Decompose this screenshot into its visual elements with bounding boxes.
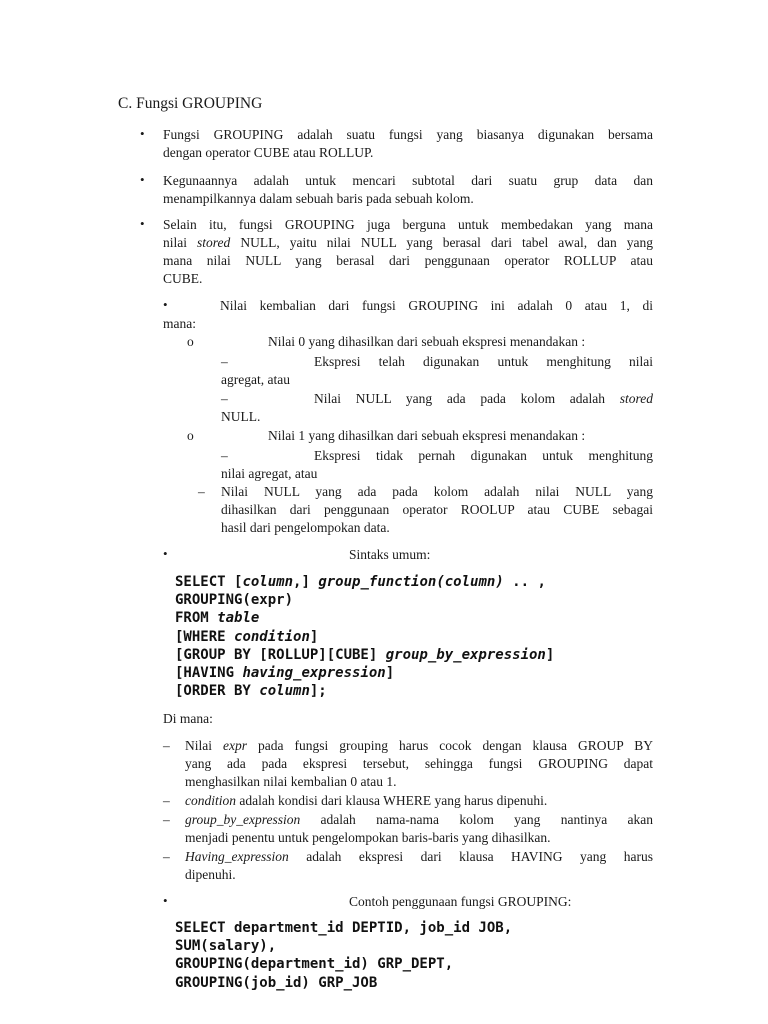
bullet-2-line-2: menampilkannya dalam sebuah baris pada sebuah kolom. [163,191,474,206]
syntax-line-4: [WHERE condition] [175,628,319,645]
example-line-4: GROUPING(job_id) GRP_JOB [175,974,378,991]
bullet-marker: • [140,126,145,141]
note-3-line-2: menjadi penentu untuk pengelompokan baris-baris yang dihasilkan. [185,830,551,845]
dash-marker: – [163,738,170,753]
zero-item-1-line-2: agregat, atau [221,372,290,387]
zero-item-2-line-1: Nilai NULL yang ada pada kolom adalah stored [314,391,653,406]
di-mana-label: Di mana: [163,711,213,726]
one-item-2-line-1: Nilai NULL yang ada pada kolom adalah nilai NULL yang [221,484,653,499]
bullet-3-line-2: nilai stored NULL, yaitu nilai NULL yang berasal dari tabel awal, dan yang [163,235,653,250]
note-4-line-1: Having_expression adalah ekspresi dari klausa HAVING yang harus [185,849,653,864]
value-one-text: Nilai 1 yang dihasilkan dari sebuah ekspresi menandakan : [268,428,586,443]
sub-marker: o [187,334,194,349]
section-heading: C. Fungsi GROUPING [118,95,263,112]
bullet-3-line-3: mana nilai NULL yang berasal dari penggunaan operator ROLLUP atau [163,253,653,268]
bullet-marker: • [163,546,168,561]
zero-item-2-line-2: NULL. [221,409,261,424]
value-zero-text: Nilai 0 yang dihasilkan dari sebuah ekspresi menandakan : [268,334,586,349]
dash-marker: – [163,849,170,864]
syntax-line-5: [GROUP BY [ROLLUP][CUBE] group_by_expression] [175,646,555,663]
one-item-1-line-2: nilai agregat, atau [221,466,318,481]
dash-marker: – [163,793,170,808]
dash-marker: – [198,484,205,499]
note-1-line-1: Nilai expr pada fungsi grouping harus cocok dengan klausa GROUP BY [185,738,653,753]
one-item-2-line-3: hasil dari pengelompokan data. [221,520,390,535]
note-1-line-2: yang ada pada ekspresi tersebut, sehingga fungsi GROUPING dapat [185,756,653,771]
example-line-2: SUM(salary), [175,938,277,955]
example-label: Contoh penggunaan fungsi GROUPING: [349,894,572,909]
syntax-line-7: [ORDER BY column]; [175,683,327,700]
dash-marker: – [221,391,228,406]
one-item-2-line-2: dihasilkan dari penggunaan operator ROOLUP atau CUBE sebagai [221,502,653,517]
syntax-line-3: FROM table [175,610,260,627]
bullet-marker: • [163,297,168,312]
bullet-1-line-1: Fungsi GROUPING adalah suatu fungsi yang biasanya digunakan bersama [163,127,653,142]
example-line-3: GROUPING(department_id) GRP_DEPT, [175,956,454,973]
bullet-3-line-4: CUBE. [163,271,203,286]
example-code-block [175,919,512,992]
note-4-line-2: dipenuhi. [185,867,236,882]
bullet-2-line-1: Kegunaannya adalah untuk mencari subtotal dari suatu grup data dan [163,173,653,188]
bullet-1-line-2: dengan operator CUBE atau ROLLUP. [163,145,374,160]
syntax-line-1: SELECT [column,] group_function(column) .. , [175,574,546,590]
sub-marker: o [187,428,194,443]
syntax-line-2: GROUPING(expr) [175,592,294,609]
note-1-line-3: menghasilkan nilai kembalian 0 atau 1. [185,774,397,789]
bullet-marker: • [163,893,168,908]
dash-marker: – [221,354,228,369]
note-3-line-1: group_by_expression adalah nama-nama kolom yang nantinya akan [185,812,653,827]
bullet-marker: • [140,172,145,187]
dash-marker: – [221,448,228,463]
bullet-marker: • [140,216,145,231]
note-2-line-1: condition adalah kondisi dari klausa WHERE yang harus dipenuhi. [185,793,548,808]
syntax-line-6: [HAVING having_expression] [175,665,395,682]
syntax-code-block [175,573,554,700]
return-value-line-2: mana: [163,316,196,331]
return-value-line-1: Nilai kembalian dari fungsi GROUPING ini adalah 0 atau 1, di [220,298,653,313]
dash-marker: – [163,812,170,827]
zero-item-1-line-1: Ekspresi telah digunakan untuk menghitung nilai [314,354,653,369]
example-line-1: SELECT department_id DEPTID, job_id JOB, [175,920,513,936]
bullet-3-line-1: Selain itu, fungsi GROUPING juga berguna untuk membedakan yang mana [163,217,653,232]
one-item-1-line-1: Ekspresi tidak pernah digunakan untuk menghitung [314,448,653,463]
syntax-label: Sintaks umum: [349,547,431,562]
